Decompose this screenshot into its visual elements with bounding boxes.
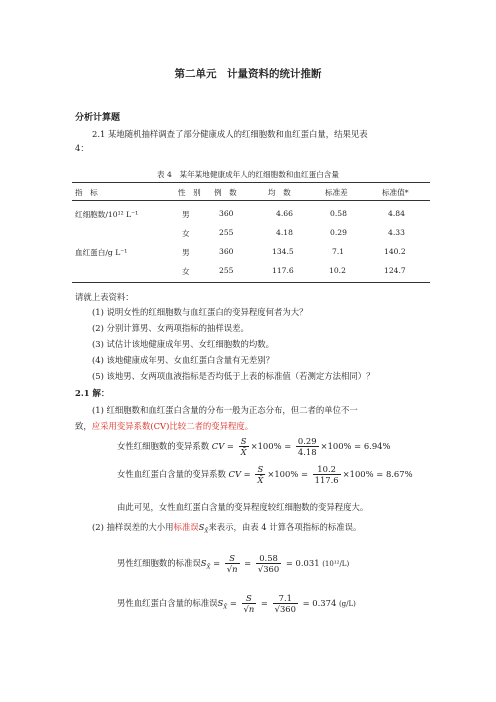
table-cell-n: 360 [219,209,234,218]
section-heading: 分析计算题 [75,113,121,123]
table-cell-sd: 7.1 [332,247,345,256]
table-cell-sd: 0.29 [330,228,347,237]
table-cell-std: 124.7 [384,266,406,275]
equation-label: 女性血红蛋白含量的变异系数 [117,469,226,479]
equation-numerator: 0.58 [256,553,281,564]
equation-unit: (10¹²/L) [322,560,350,568]
question-line-2: 4： [75,143,89,153]
table-cell-sex: 男 [182,248,190,257]
equation-denominator: 360 [279,604,296,614]
table-cell-mean: 4.66 [276,209,293,218]
list-item: (4) 该地健康成年男、女血红蛋白含量有无差别？ [92,355,275,365]
equation-se-rbc: 男性红细胞数的标准误$S_{X̄}$ = $\frac{S}{√n}$ = $\frac{0.58}{√360}$ = 0.031 (10¹²/L) [117,553,350,574]
table-cell-n: 360 [219,247,234,256]
table-cell-n: 255 [219,266,234,275]
equation-denominator: 117.6 [314,475,339,485]
equation-label: 男性血红蛋白含量的标准误 [117,598,218,608]
table-cell-mean: 134.5 [272,247,294,256]
table-cell-sex: 女 [182,229,190,238]
col-header-mean: 均 数 [268,188,291,197]
table-cell-sd: 0.58 [330,209,347,218]
answer-p2-text: (2) 抽样误差的大小用 [92,522,174,532]
answer-heading: 2.1 解： [75,388,110,398]
answer-p2-text: 来表示，由表 4 计算各项指标的标准误。 [208,522,362,532]
equation-label: 女性红细胞数的变异系数 [117,441,210,451]
page-title: 第二单元 计量资料的统计推断 [174,68,322,80]
table-cell-mean: 4.18 [276,228,293,237]
table-top-rule [72,182,430,183]
answer-p2-highlight: 标准误 [173,522,199,532]
table-cell-indicator: 红细胞数/10¹² L⁻¹ [75,210,139,219]
table-cell-std: 140.2 [384,247,406,256]
equation-result: 0.031 [295,558,320,568]
table-cell-sd: 10.2 [329,266,346,275]
table-cell-mean: 117.6 [272,266,294,275]
prompt-text: 请就上表资料： [75,292,134,302]
list-item: (3) 试估计该地健康成年男、女红细胞数的均数。 [92,339,275,349]
col-header-sex: 性 别 [178,188,201,197]
table-cell-std: 4.33 [388,228,405,237]
equation-unit: (g/L) [338,600,356,608]
table-cell-sex: 女 [182,267,190,276]
table-bottom-rule [72,282,430,283]
equation-result: 6.94% [363,441,391,451]
answer-p1-highlight: 应采用变异系数(CV)比较二者的变异程度。 [91,421,254,431]
question-line-1: 2.1 某地随机抽样调查了部分健康成人的红细胞数和血红蛋白量，结果见表 [92,129,368,139]
col-header-standard: 标准值* [382,188,409,197]
answer-p1-line1: (1) 红细胞数和血红蛋白含量的分布一般为正态分布，但二者的单位不一 [92,405,358,415]
equation-result: 8.67% [385,469,413,479]
table-cell-sex: 男 [182,210,190,219]
equation-result: 0.374 [312,598,337,608]
answer-p1-line2 [75,419,253,433]
equation-denominator: 4.18 [297,447,317,457]
equation-numerator: 7.1 [273,593,298,604]
table-cell-n: 255 [219,228,234,237]
table-cell-indicator: 血红蛋白/g L⁻¹ [75,248,128,257]
answer-p2: (2) 抽样误差的大小用标准误$S_{X̄}$来表示，由表 4 计算各项指标的标准误。 [92,522,362,535]
equation-numerator: 10.2 [313,464,341,475]
col-header-count: 例 数 [214,188,237,197]
equation-cv-rbc: 女性红细胞数的变异系数 CV = $\frac{S}{X̄}$ ×100% = $\frac{0.29}{4.18}$ ×100% = 6.94% [117,436,391,457]
equation-se-hb: 男性血红蛋白含量的标准误$S_{X̄}$ = $\frac{S}{√n}$ = $\frac{7.1}{√360}$ = 0.374 (g/L) [117,593,356,614]
list-item: (2) 分别计算男、女两项指标的抽样误差。 [92,323,249,333]
table-caption: 表 4 某年某地健康成年人的红细胞数和血红蛋白含量 [157,170,339,179]
col-header-sd: 标准差 [325,188,348,197]
col-header-indicator: 指 标 [75,188,98,197]
equation-label: 男性红细胞数的标准误 [117,558,201,568]
conclusion-text: 由此可见，女性血红蛋白含量的变异程度较红细胞数的变异程度大。 [117,502,369,512]
equation-cv-hb: 女性血红蛋白含量的变异系数 CV = $\frac{S}{X̄}$ ×100% = $\frac{10.2}{117.6}$ ×100% = 8.67% [117,464,413,485]
table-header-rule [72,200,430,201]
list-item: (5) 该地男、女两项血液指标是否均低于上表的标准值（若测定方法相同）？ [92,371,375,381]
equation-denominator: 360 [263,564,280,574]
list-item: (1) 说明女性的红细胞数与血红蛋白的变异程度何者为大？ [92,307,308,317]
answer-p1-line2-black: 致， [75,421,92,431]
table-cell-std: 4.84 [388,209,405,218]
equation-numerator: 0.29 [297,436,317,446]
